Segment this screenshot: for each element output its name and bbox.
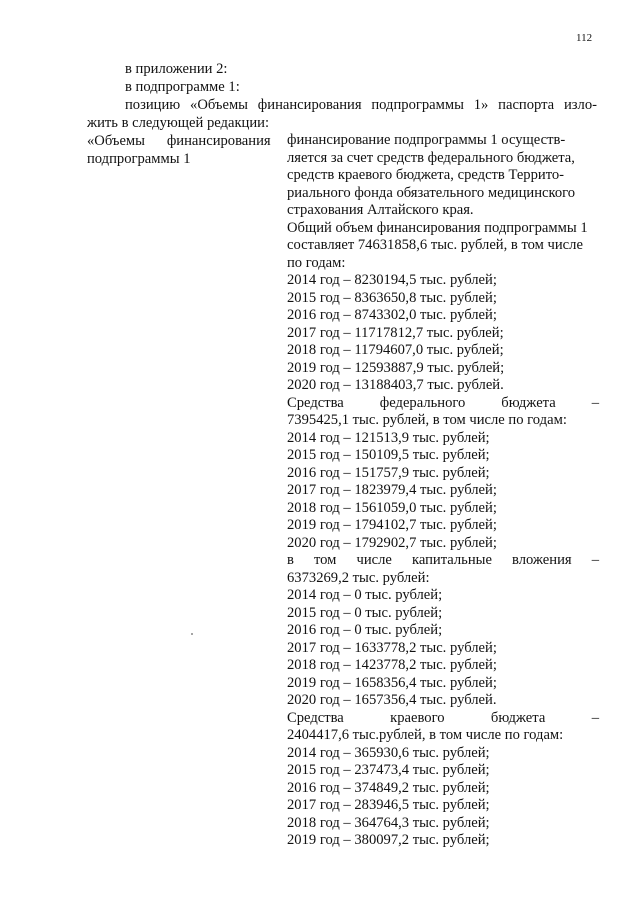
page-number: 112 [576, 32, 593, 44]
capital-heading: в том числе капитальные вложения – [287, 552, 599, 568]
financing-description [287, 132, 599, 850]
year-amount-item: 2020 год – 1657356,4 тыс. рублей. [287, 692, 497, 708]
year-amount-item: 2016 год – 151757,9 тыс. рублей; [287, 464, 490, 481]
intro-line-edition: жить в следующей редакции: [87, 115, 270, 131]
year-amount-item: 2014 год – 0 тыс. рублей; [287, 587, 443, 603]
year-amount-item: 2018 год – 11794607,0 тыс. рублей; [287, 342, 504, 358]
year-amount-item: 2015 год – 150109,5 тыс. рублей; [287, 447, 490, 463]
year-amount-item: 2016 год – 0 тыс. рублей; [287, 622, 443, 638]
year-amount-item: 2017 год – 11717812,7 тыс. рублей; [287, 324, 504, 341]
position-label-line1: «Объемы финансирования [87, 133, 271, 149]
total-line: Общий объем финансирования подпрограммы 1 [287, 219, 588, 236]
regional-year-list [287, 745, 599, 850]
year-amount-item: 2019 год – 1658356,4 тыс. рублей; [287, 674, 497, 691]
year-amount-item: 2017 год – 283946,5 тыс. рублей; [287, 797, 490, 813]
year-amount-item: 2018 год – 1561059,0 тыс. рублей; [287, 499, 497, 516]
year-amount-item: 2019 год – 1794102,7 тыс. рублей; [287, 517, 497, 533]
intro-line-position: позицию «Объемы финансирования подпрограммы 1» паспорта изло- [125, 97, 597, 113]
financing-line: риального фонда обязательного медицинского [287, 184, 576, 201]
total-line: составляет 74631858,6 тыс. рублей, в том числе [287, 237, 583, 253]
intro-block [87, 60, 597, 132]
position-label-line2: подпрограммы 1 [87, 151, 191, 167]
financing-line: финансирование подпрограммы 1 осуществ- [287, 132, 566, 148]
year-amount-item: 2014 год – 121513,9 тыс. рублей; [287, 429, 490, 446]
total-year-list [287, 272, 599, 395]
year-amount-item: 2017 год – 1633778,2 тыс. рублей; [287, 639, 497, 656]
year-amount-item: 2015 год – 8363650,8 тыс. рублей; [287, 289, 497, 306]
year-amount-item: 2019 год – 12593887,9 тыс. рублей; [287, 359, 505, 376]
year-amount-item: 2020 год – 1792902,7 тыс. рублей; [287, 534, 497, 551]
year-amount-item: 2015 год – 237473,4 тыс. рублей; [287, 762, 490, 778]
federal-heading: Средства федерального бюджета – [287, 394, 599, 411]
position-label [87, 132, 283, 168]
year-amount-item: 2016 год – 374849,2 тыс. рублей; [287, 779, 490, 796]
intro-line-subprogram: в подпрограмме 1: [125, 79, 240, 95]
year-amount-item: 2014 год – 8230194,5 тыс. рублей; [287, 272, 497, 288]
regional-heading: Средства краевого бюджета – [287, 709, 599, 726]
federal-total-line: 7395425,1 тыс. рублей, в том числе по годам: [287, 412, 567, 428]
year-amount-item: 2018 год – 1423778,2 тыс. рублей; [287, 657, 497, 673]
financing-line: страхования Алтайского края. [287, 202, 474, 218]
year-amount-item: 2019 год – 380097,2 тыс. рублей; [287, 832, 490, 848]
financing-line: средств краевого бюджета, средств Террито- [287, 167, 565, 183]
year-amount-item: 2014 год – 365930,6 тыс. рублей; [287, 744, 490, 761]
capital-total-line: 6373269,2 тыс. рублей: [287, 569, 430, 586]
year-amount-item: 2016 год – 8743302,0 тыс. рублей; [287, 307, 497, 323]
intro-line-appendix: в приложении 2: [125, 61, 228, 77]
regional-total-line: 2404417,6 тыс.рублей, в том числе по годам: [287, 727, 564, 743]
capital-year-list [287, 587, 599, 710]
scan-speck [191, 633, 193, 635]
federal-year-list [287, 430, 599, 553]
year-amount-item: 2020 год – 13188403,7 тыс. рублей. [287, 377, 504, 393]
year-amount-item: 2015 год – 0 тыс. рублей; [287, 604, 443, 621]
total-line: по годам: [287, 254, 346, 271]
financing-line: ляется за счет средств федерального бюджета, [287, 149, 575, 166]
year-amount-item: 2018 год – 364764,3 тыс. рублей; [287, 814, 490, 831]
year-amount-item: 2017 год – 1823979,4 тыс. рублей; [287, 482, 497, 498]
